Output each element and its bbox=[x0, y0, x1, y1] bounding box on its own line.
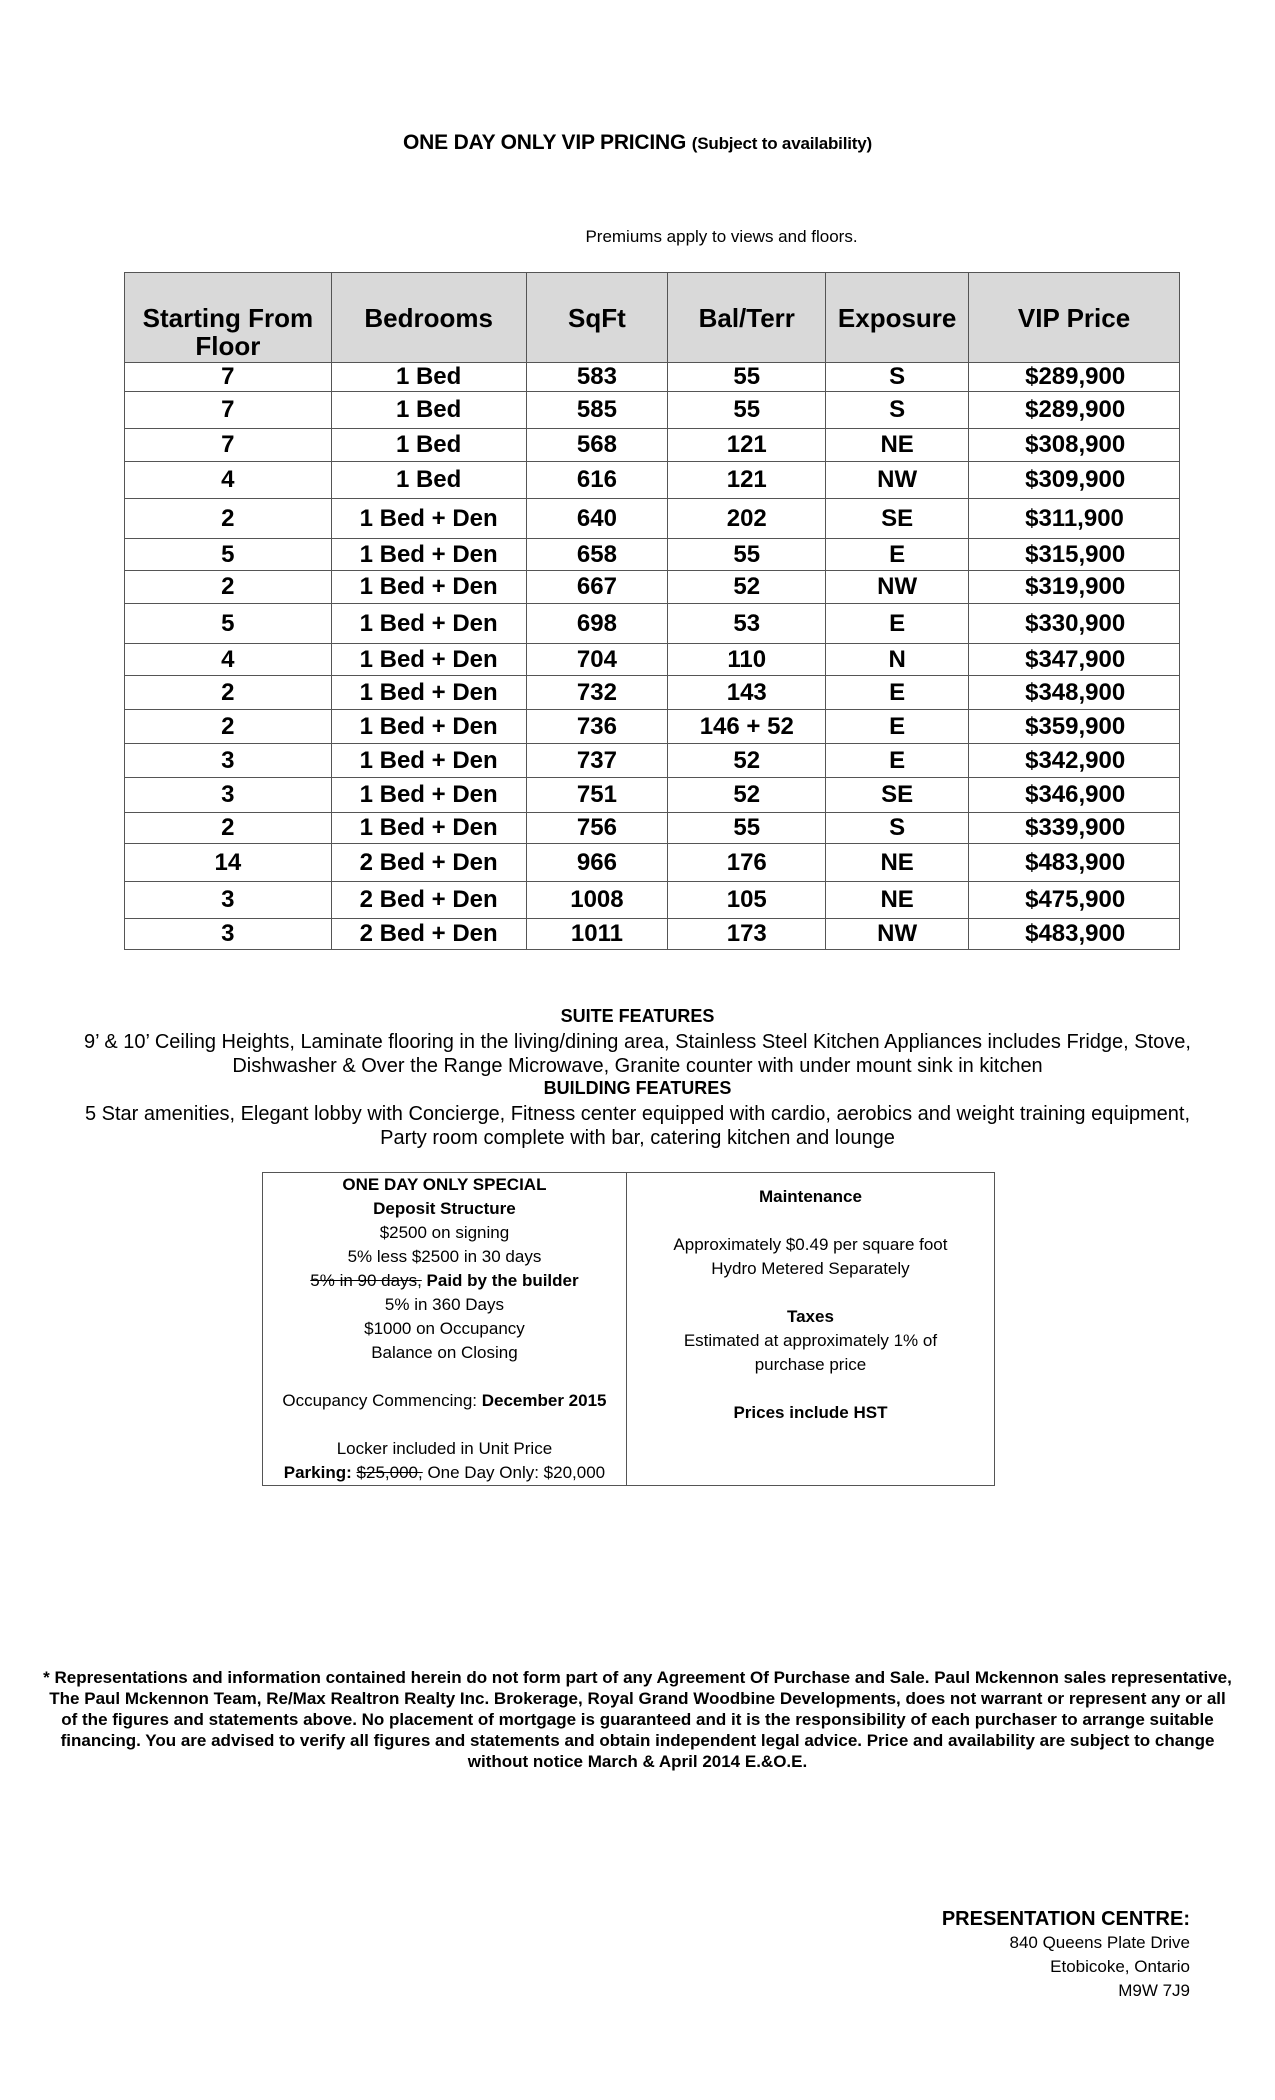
cell-sqft: 616 bbox=[526, 462, 668, 499]
cell-floor: 2 bbox=[125, 571, 332, 604]
cell-price: $315,900 bbox=[969, 539, 1180, 571]
table-row bbox=[125, 392, 1180, 429]
cell-sqft: 640 bbox=[526, 499, 668, 539]
cell-floor: 3 bbox=[125, 778, 332, 813]
cell-price: $475,900 bbox=[969, 882, 1180, 919]
cell-sqft: 698 bbox=[526, 604, 668, 644]
cell-floor: 14 bbox=[125, 844, 332, 882]
title-main: ONE DAY ONLY VIP PRICING bbox=[403, 131, 687, 154]
suite-features-heading: SUITE FEATURES bbox=[560, 1006, 715, 1026]
cell-price: $339,900 bbox=[969, 813, 1180, 844]
occupancy-line bbox=[263, 1389, 626, 1413]
cell-bedrooms: 1 Bed + Den bbox=[331, 676, 526, 710]
cell-price: $342,900 bbox=[969, 744, 1180, 778]
cell-sqft: 583 bbox=[526, 363, 668, 392]
table-row bbox=[125, 539, 1180, 571]
cell-price: $346,900 bbox=[969, 778, 1180, 813]
table-row bbox=[125, 462, 1180, 499]
cell-balterr: 173 bbox=[668, 919, 826, 950]
table-row bbox=[125, 676, 1180, 710]
cell-balterr: 55 bbox=[668, 813, 826, 844]
presentation-centre-heading: PRESENTATION CENTRE: bbox=[941, 1908, 1190, 1930]
pricing-header-row bbox=[125, 273, 1180, 363]
deposit-panel bbox=[263, 1173, 627, 1486]
cell-exposure: S bbox=[826, 363, 969, 392]
deposit-heading: Deposit Structure bbox=[373, 1199, 516, 1218]
cell-sqft: 966 bbox=[526, 844, 668, 882]
cell-balterr: 55 bbox=[668, 539, 826, 571]
cell-balterr: 55 bbox=[668, 392, 826, 429]
col-header-bedrooms: Bedrooms bbox=[331, 273, 526, 363]
table-row bbox=[125, 813, 1180, 844]
cell-floor: 5 bbox=[125, 604, 332, 644]
cell-price: $289,900 bbox=[969, 363, 1180, 392]
cell-floor: 7 bbox=[125, 429, 332, 462]
cell-balterr: 146 + 52 bbox=[668, 710, 826, 744]
cell-exposure: NE bbox=[826, 844, 969, 882]
cell-exposure: S bbox=[826, 392, 969, 429]
cell-sqft: 704 bbox=[526, 644, 668, 676]
deposit-line: Balance on Closing bbox=[371, 1343, 518, 1362]
maintenance-heading: Maintenance bbox=[758, 1187, 862, 1206]
deposit-line: 5% less $2500 in 30 days bbox=[347, 1247, 542, 1266]
cell-bedrooms: 1 Bed bbox=[331, 363, 526, 392]
col-header-sqft: SqFt bbox=[526, 273, 668, 363]
cell-floor: 3 bbox=[125, 744, 332, 778]
locker-line: Locker included in Unit Price bbox=[336, 1439, 553, 1458]
cell-sqft: 736 bbox=[526, 710, 668, 744]
deposit-line: $1000 on Occupancy bbox=[364, 1319, 525, 1338]
cell-floor: 2 bbox=[125, 813, 332, 844]
cell-price: $347,900 bbox=[969, 644, 1180, 676]
cell-exposure: NW bbox=[826, 462, 969, 499]
maintenance-line: Approximately $0.49 per square foot bbox=[673, 1235, 948, 1254]
cell-price: $483,900 bbox=[969, 844, 1180, 882]
cell-balterr: 143 bbox=[668, 676, 826, 710]
cell-price: $319,900 bbox=[969, 571, 1180, 604]
cell-exposure: E bbox=[826, 604, 969, 644]
cell-balterr: 121 bbox=[668, 462, 826, 499]
cell-balterr: 202 bbox=[668, 499, 826, 539]
cell-sqft: 1011 bbox=[526, 919, 668, 950]
cell-bedrooms: 1 Bed bbox=[331, 392, 526, 429]
deposit-line: 5% in 360 Days bbox=[384, 1295, 504, 1314]
cell-price: $348,900 bbox=[969, 676, 1180, 710]
col-header-balterr: Bal/Terr bbox=[668, 273, 826, 363]
cell-balterr: 121 bbox=[668, 429, 826, 462]
table-row bbox=[125, 844, 1180, 882]
cell-sqft: 1008 bbox=[526, 882, 668, 919]
legal-disclaimer: * Representations and information contained herein do not form part of any Agreement Of Purchase and Sale. Paul Mckennon sales representative, The Paul Mckennon Team, Re/Max Realtron Realty Inc. Brokerage, Royal Grand Woodbine Developments, does not warrant or represent any or all of the figures and statements above. No placement of mortgage is guaranteed and it is the responsibility of each purchaser to arrange suitable financing. You are advised to verify all figures and statements and obtain independent legal advice. Price and availability are subject to change without notice March & April 2014 E.&O.E. bbox=[43, 1668, 1232, 1771]
taxes-heading: Taxes bbox=[786, 1307, 834, 1326]
cell-bedrooms: 1 Bed + Den bbox=[331, 499, 526, 539]
cell-sqft: 751 bbox=[526, 778, 668, 813]
presentation-centre bbox=[942, 1907, 1190, 2003]
parking-old-price: $25,000, bbox=[356, 1463, 423, 1482]
cell-floor: 2 bbox=[125, 499, 332, 539]
cell-sqft: 737 bbox=[526, 744, 668, 778]
address-line: 840 Queens Plate Drive bbox=[1009, 1933, 1190, 1952]
cell-floor: 7 bbox=[125, 392, 332, 429]
table-row bbox=[125, 919, 1180, 950]
cell-price: $309,900 bbox=[969, 462, 1180, 499]
cell-floor: 7 bbox=[125, 363, 332, 392]
cell-price: $289,900 bbox=[969, 392, 1180, 429]
occupancy-label: Occupancy Commencing: bbox=[282, 1391, 478, 1410]
hst-note: Prices include HST bbox=[733, 1403, 888, 1422]
cell-bedrooms: 1 Bed + Den bbox=[331, 539, 526, 571]
col-header-price: VIP Price bbox=[969, 273, 1180, 363]
page-title bbox=[0, 131, 1275, 155]
cell-balterr: 55 bbox=[668, 363, 826, 392]
cell-floor: 2 bbox=[125, 676, 332, 710]
address-line: Etobicoke, Ontario bbox=[1050, 1957, 1190, 1976]
premiums-note: Premiums apply to views and floors. bbox=[585, 227, 858, 246]
maintenance-line: Hydro Metered Separately bbox=[711, 1259, 910, 1278]
cell-exposure: NE bbox=[826, 882, 969, 919]
cell-balterr: 53 bbox=[668, 604, 826, 644]
special-heading: ONE DAY ONLY SPECIAL bbox=[342, 1175, 547, 1194]
cell-bedrooms: 2 Bed + Den bbox=[331, 844, 526, 882]
parking-line bbox=[263, 1461, 626, 1485]
parking-label: Parking: bbox=[283, 1463, 352, 1482]
building-features-heading: BUILDING FEATURES bbox=[543, 1078, 732, 1098]
table-row bbox=[125, 644, 1180, 676]
cell-bedrooms: 1 Bed + Den bbox=[331, 813, 526, 844]
cell-exposure: SE bbox=[826, 499, 969, 539]
cell-price: $330,900 bbox=[969, 604, 1180, 644]
cell-exposure: E bbox=[826, 710, 969, 744]
col-header-exposure: Exposure bbox=[826, 273, 969, 363]
table-row bbox=[125, 882, 1180, 919]
special-offer-box bbox=[262, 1172, 995, 1486]
cell-balterr: 52 bbox=[668, 744, 826, 778]
deposit-line: $2500 on signing bbox=[379, 1223, 510, 1242]
postal-code: M9W 7J9 bbox=[1118, 1981, 1190, 2000]
table-row bbox=[125, 604, 1180, 644]
cell-floor: 4 bbox=[125, 644, 332, 676]
cell-exposure: NW bbox=[826, 919, 969, 950]
parking-new-price: One Day Only: $20,000 bbox=[427, 1463, 606, 1482]
cell-price: $308,900 bbox=[969, 429, 1180, 462]
cell-bedrooms: 1 Bed + Den bbox=[331, 710, 526, 744]
cell-exposure: E bbox=[826, 744, 969, 778]
maintenance-panel bbox=[626, 1173, 994, 1486]
building-features-text: 5 Star amenities, Elegant lobby with Concierge, Fitness center equipped with cardio, aerobics and weight training equipment, Party room complete with bar, catering kitchen and lounge bbox=[84, 1103, 1191, 1149]
table-row bbox=[125, 499, 1180, 539]
cell-exposure: N bbox=[826, 644, 969, 676]
pricing-table bbox=[124, 272, 1180, 950]
cell-floor: 3 bbox=[125, 919, 332, 950]
table-row bbox=[125, 363, 1180, 392]
cell-bedrooms: 2 Bed + Den bbox=[331, 919, 526, 950]
cell-bedrooms: 1 Bed + Den bbox=[331, 778, 526, 813]
occupancy-date: December 2015 bbox=[481, 1391, 607, 1410]
cell-floor: 3 bbox=[125, 882, 332, 919]
cell-bedrooms: 1 Bed + Den bbox=[331, 571, 526, 604]
cell-bedrooms: 1 Bed + Den bbox=[331, 604, 526, 644]
taxes-text: Estimated at approximately 1% of purchase price bbox=[683, 1331, 938, 1374]
cell-floor: 4 bbox=[125, 462, 332, 499]
cell-exposure: E bbox=[826, 539, 969, 571]
cell-exposure: E bbox=[826, 676, 969, 710]
cell-floor: 2 bbox=[125, 710, 332, 744]
cell-sqft: 667 bbox=[526, 571, 668, 604]
table-row bbox=[125, 744, 1180, 778]
deposit-line-struck bbox=[263, 1269, 626, 1293]
cell-exposure: NE bbox=[826, 429, 969, 462]
cell-balterr: 176 bbox=[668, 844, 826, 882]
cell-exposure: S bbox=[826, 813, 969, 844]
cell-bedrooms: 2 Bed + Den bbox=[331, 882, 526, 919]
cell-balterr: 105 bbox=[668, 882, 826, 919]
cell-bedrooms: 1 Bed + Den bbox=[331, 644, 526, 676]
cell-bedrooms: 1 Bed bbox=[331, 462, 526, 499]
table-row bbox=[125, 778, 1180, 813]
table-row bbox=[125, 429, 1180, 462]
builder-pays-note: Paid by the builder bbox=[426, 1271, 579, 1290]
struck-deposit: 5% in 90 days, bbox=[310, 1271, 422, 1290]
cell-sqft: 732 bbox=[526, 676, 668, 710]
cell-balterr: 110 bbox=[668, 644, 826, 676]
cell-sqft: 756 bbox=[526, 813, 668, 844]
table-row bbox=[125, 710, 1180, 744]
suite-features-text: 9’ & 10’ Ceiling Heights, Laminate flooring in the living/dining area, Stainless Steel Kitchen Appliances includes Fridge, Stove, Dishwasher & Over the Range Microwave, Granite counter with under mount sink in kitchen bbox=[84, 1031, 1191, 1077]
table-row bbox=[125, 571, 1180, 604]
cell-bedrooms: 1 Bed bbox=[331, 429, 526, 462]
cell-sqft: 658 bbox=[526, 539, 668, 571]
cell-sqft: 568 bbox=[526, 429, 668, 462]
cell-balterr: 52 bbox=[668, 571, 826, 604]
cell-price: $483,900 bbox=[969, 919, 1180, 950]
cell-floor: 5 bbox=[125, 539, 332, 571]
cell-bedrooms: 1 Bed + Den bbox=[331, 744, 526, 778]
cell-sqft: 585 bbox=[526, 392, 668, 429]
col-header-floor: Starting From Floor bbox=[125, 273, 332, 363]
cell-exposure: NW bbox=[826, 571, 969, 604]
cell-balterr: 52 bbox=[668, 778, 826, 813]
cell-exposure: SE bbox=[826, 778, 969, 813]
title-subtitle: (Subject to availability) bbox=[691, 134, 872, 153]
cell-price: $311,900 bbox=[969, 499, 1180, 539]
cell-price: $359,900 bbox=[969, 710, 1180, 744]
